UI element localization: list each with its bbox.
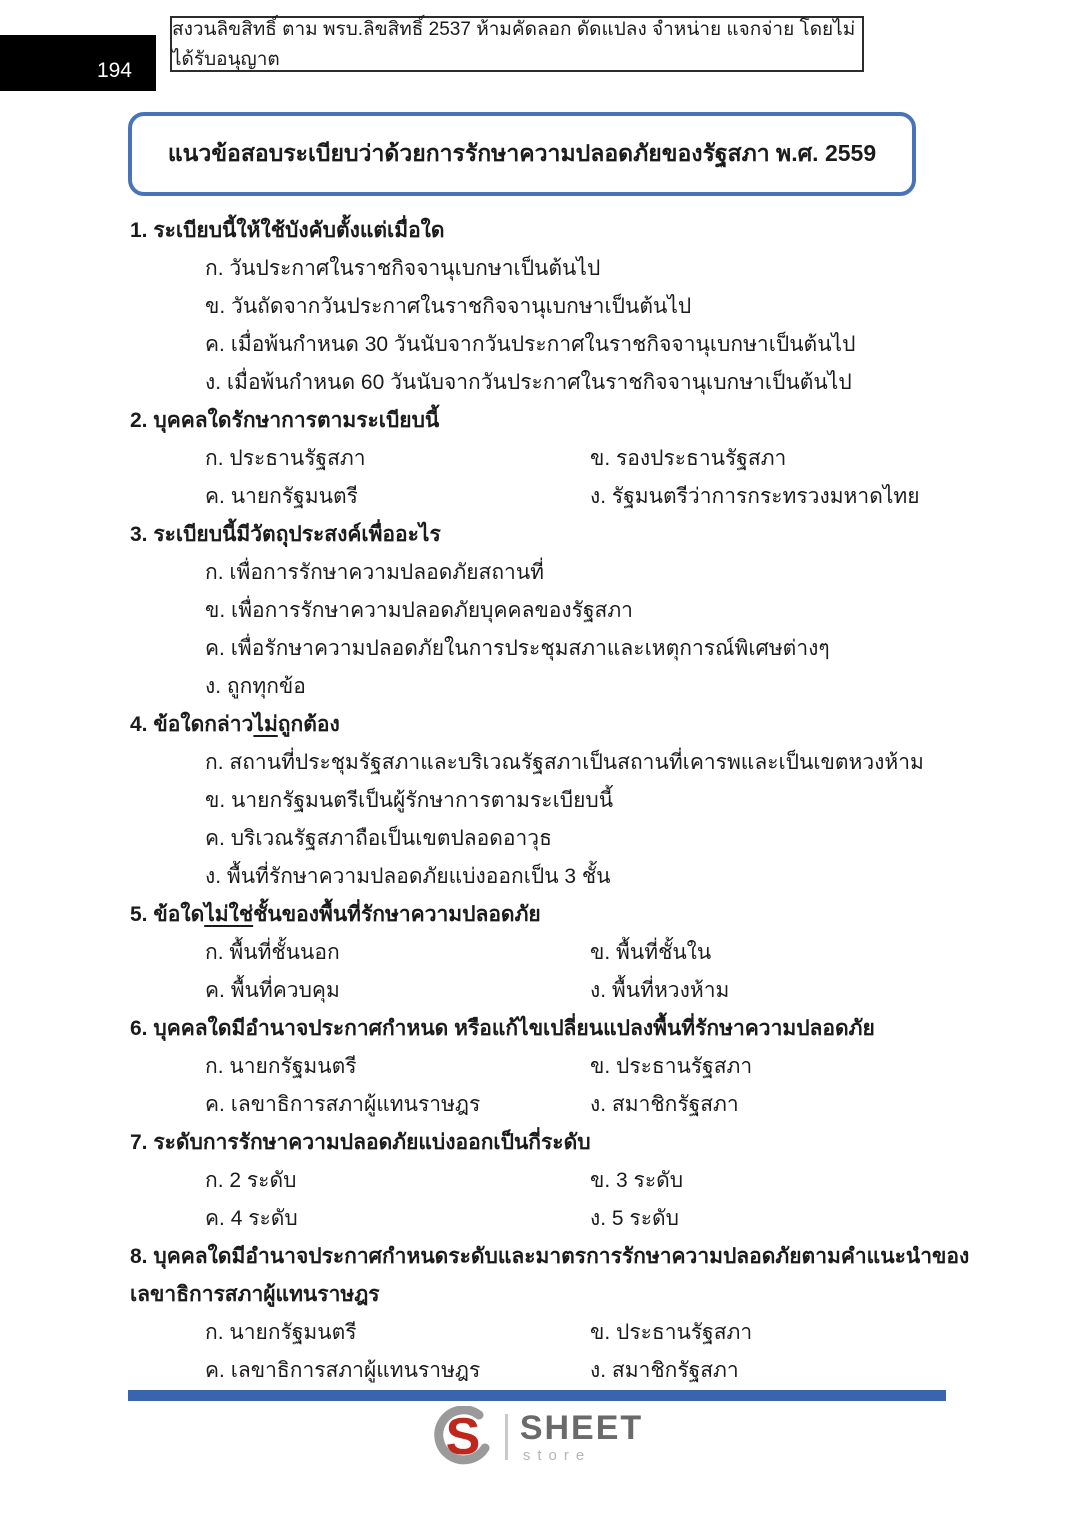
answer-option: ข. ประธานรัฐสภา (590, 1055, 753, 1078)
question-1 (130, 212, 970, 402)
answer-option: ก. นายกรัฐมนตรี (205, 1321, 357, 1344)
sheet-store-logo (0, 1406, 1076, 1468)
question-number: 4. (130, 713, 154, 736)
logo-divider (505, 1414, 508, 1460)
option-row (130, 1048, 970, 1086)
question-7-text: 7. ระดับการรักษาความปลอดภัยแบ่งออกเป็นกี่ระดับ (130, 1131, 591, 1154)
question-number: 2. (130, 409, 154, 432)
footer-divider-bar (128, 1390, 946, 1401)
answer-option: ง. พื้นที่หวงห้าม (590, 979, 730, 1002)
answer-option: ก. พื้นที่ชั้นนอก (205, 941, 340, 964)
sheet-store-s-icon (433, 1406, 493, 1468)
answer-option: ค. 4 ระดับ (205, 1207, 298, 1230)
option-row (130, 478, 970, 516)
answer-option: ข. รองประธานรัฐสภา (590, 447, 787, 470)
answer-option: ง. รัฐมนตรีว่าการกระทรวงมหาดไทย (590, 485, 920, 508)
question-number: 7. (130, 1131, 154, 1154)
question-4 (130, 706, 970, 896)
option-row (130, 972, 970, 1010)
answer-option: ก. สถานที่ประชุมรัฐสภาและบริเวณรัฐสภาเป็นสถานที่เคารพและเป็นเขตหวงห้าม (205, 751, 924, 774)
question-number: 3. (130, 523, 154, 546)
answer-option: ค. เลขาธิการสภาผู้แทนราษฎร (205, 1093, 481, 1116)
logo-brand: SHEET (519, 1409, 644, 1447)
option-row (130, 1352, 970, 1390)
title-box (128, 112, 916, 196)
answer-option: ค. เพื่อรักษาความปลอดภัยในการประชุมสภาและเหตุการณ์พิเศษต่างๆ (205, 637, 830, 660)
svg-text:S: S (445, 1408, 481, 1466)
copyright-notice: สงวนลิขสิทธิ์ ตาม พรบ.ลิขสิทธิ์ 2537 ห้ามคัดลอก ดัดแปลง จำหน่าย แจกจ่าย โดยไม่ได้รับอนุญาต (172, 19, 856, 70)
answer-option: ง. พื้นที่รักษาความปลอดภัยแบ่งออกเป็น 3 ชั้น (205, 865, 611, 888)
option-row (130, 1200, 970, 1238)
question-8 (130, 1238, 970, 1390)
answer-option: ก. 2 ระดับ (205, 1169, 297, 1192)
page-number: 194 (96, 59, 132, 82)
question-number: 1. (130, 219, 154, 242)
answer-option: ก. ประธานรัฐสภา (205, 447, 366, 470)
page-title: แนวข้อสอบระเบียบว่าด้วยการรักษาความปลอดภัยของรัฐสภา พ.ศ. 2559 (167, 140, 877, 166)
copyright-box (170, 16, 864, 72)
answer-option: ข. วันถัดจากวันประกาศในราชกิจจานุเบกษาเป็นต้นไป (205, 295, 692, 318)
answer-option: ค. บริเวณรัฐสภาถือเป็นเขตปลอดอาวุธ (205, 827, 552, 850)
answer-option: ข. 3 ระดับ (590, 1169, 684, 1192)
question-2 (130, 402, 970, 516)
questions (130, 212, 970, 1390)
answer-option: ง. สมาชิกรัฐสภา (590, 1359, 739, 1382)
question-number: 6. (130, 1017, 154, 1040)
page-number-box (0, 35, 156, 91)
question-5 (130, 896, 970, 1010)
option-row (130, 934, 970, 972)
answer-option: ค. นายกรัฐมนตรี (205, 485, 358, 508)
answer-option: ข. ประธานรัฐสภา (590, 1321, 753, 1344)
answer-option: ง. 5 ระดับ (590, 1207, 679, 1230)
question-3-text: 3. ระเบียบนี้มีวัตถุประสงค์เพื่ออะไร (130, 523, 441, 546)
question-3 (130, 516, 970, 706)
answer-option: ก. นายกรัฐมนตรี (205, 1055, 357, 1078)
question-6-text: 6. บุคคลใดมีอำนาจประกาศกำหนด หรือแก้ไขเปลี่ยนแปลงพื้นที่รักษาความปลอดภัย (130, 1017, 875, 1040)
question-7 (130, 1124, 970, 1238)
question-number: 8. (130, 1245, 154, 1268)
logo-brand-sub: store (522, 1447, 592, 1464)
question-5-text: 5. ข้อใดไม่ใช่ชั้นของพื้นที่รักษาความปลอดภัย (130, 903, 541, 926)
question-1-text: 1. ระเบียบนี้ให้ใช้บังคับตั้งแต่เมื่อใด (130, 219, 445, 242)
question-2-text: 2. บุคคลใดรักษาการตามระเบียบนี้ (130, 409, 440, 432)
answer-option: ข. พื้นที่ชั้นใน (590, 941, 712, 964)
option-row (130, 1314, 970, 1352)
answer-option: ก. วันประกาศในราชกิจจานุเบกษาเป็นต้นไป (205, 257, 601, 280)
answer-option: ง. สมาชิกรัฐสภา (590, 1093, 739, 1116)
answer-option: ค. เลขาธิการสภาผู้แทนราษฎร (205, 1359, 481, 1382)
answer-option: ข. เพื่อการรักษาความปลอดภัยบุคคลของรัฐสภา (205, 599, 633, 622)
answer-option: ง. เมื่อพ้นกำหนด 60 วันนับจากวันประกาศในราชกิจจานุเบกษาเป็นต้นไป (205, 371, 852, 394)
answer-option: ก. เพื่อการรักษาความปลอดภัยสถานที่ (205, 561, 545, 584)
answer-option: ค. พื้นที่ควบคุม (205, 979, 340, 1002)
option-row (130, 1086, 970, 1124)
question-4-text: 4. ข้อใดกล่าวไม่ถูกต้อง (130, 713, 340, 736)
answer-option: ง. ถูกทุกข้อ (205, 675, 306, 698)
logo-text (520, 1411, 643, 1463)
question-8-text: 8. บุคคลใดมีอำนาจประกาศกำหนดระดับและมาตรการรักษาความปลอดภัยตามคำแนะนำของ เลขาธิการสภาผู้แทนราษฎร (130, 1245, 970, 1306)
option-row (130, 1162, 970, 1200)
question-6 (130, 1010, 970, 1124)
answer-option: ค. เมื่อพ้นกำหนด 30 วันนับจากวันประกาศในราชกิจจานุเบกษาเป็นต้นไป (205, 333, 856, 356)
question-number: 5. (130, 903, 154, 926)
option-row (130, 440, 970, 478)
answer-option: ข. นายกรัฐมนตรีเป็นผู้รักษาการตามระเบียบนี้ (205, 789, 614, 812)
